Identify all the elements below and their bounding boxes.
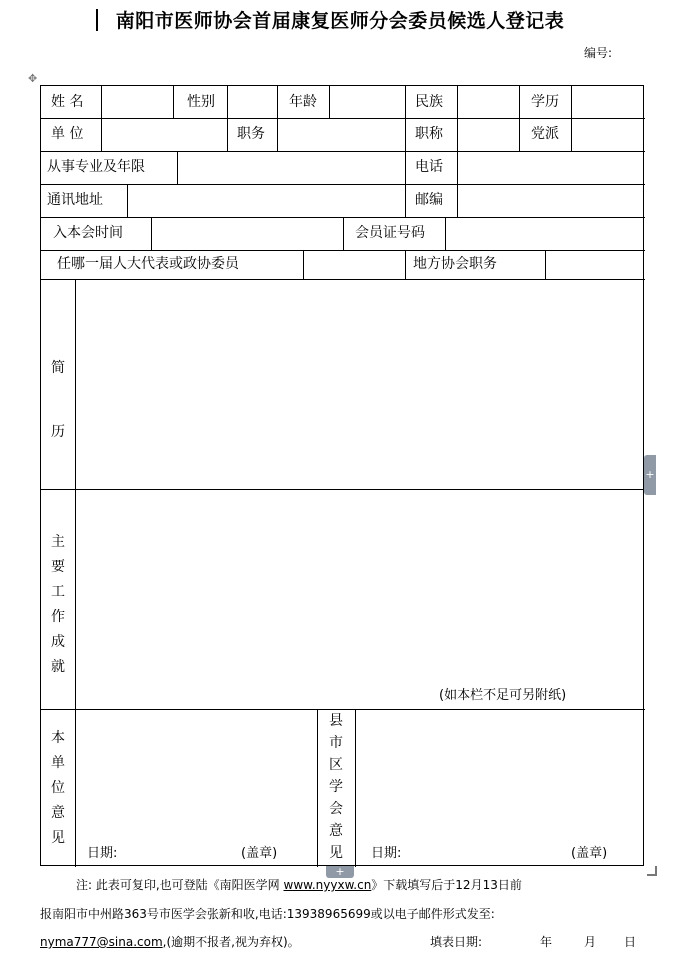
member-number-label: 会员证号码 — [355, 225, 425, 241]
col-divider — [457, 151, 458, 184]
education-field[interactable] — [573, 88, 643, 116]
footer-text: 》下载填写后于12月13日前 — [371, 878, 522, 892]
ethnicity-field[interactable] — [459, 88, 517, 116]
col-divider — [405, 184, 406, 217]
col-divider — [277, 86, 278, 118]
row-divider — [41, 184, 645, 185]
email-link[interactable]: nyma777@sina.com — [40, 935, 163, 949]
unit-seal-label: (盖章) — [241, 846, 278, 861]
achievements-field[interactable] — [77, 491, 643, 707]
col-divider — [329, 86, 330, 118]
fill-day-label: 日 — [624, 935, 637, 949]
add-column-plus-icon[interactable]: + — [644, 455, 656, 495]
footer-text: ,(逾期不报者,视为弃权)。 — [162, 935, 300, 949]
col-divider — [405, 151, 406, 184]
col-divider — [173, 86, 174, 118]
col-divider — [127, 184, 128, 217]
col-divider — [405, 250, 406, 279]
name-label: 姓 名 — [51, 94, 84, 110]
col-divider — [343, 217, 344, 250]
col-divider — [177, 151, 178, 184]
resume-label: 简历 — [51, 360, 65, 440]
col-divider — [355, 709, 356, 867]
phone-label: 电话 — [415, 159, 443, 175]
footer-text: 注: 此表可复印,也可登陆《南阳医学网 — [76, 878, 284, 892]
col-divider — [75, 279, 76, 867]
serial-number-label: 编号: — [584, 46, 613, 60]
col-divider — [405, 118, 406, 151]
row-divider — [41, 118, 645, 119]
row-divider — [41, 151, 645, 152]
resume-field[interactable] — [77, 281, 643, 487]
party-label: 党派 — [531, 126, 559, 142]
col-divider — [317, 709, 318, 867]
gender-label: 性别 — [187, 94, 215, 110]
local-association-role-label: 地方协会职务 — [413, 256, 497, 272]
col-divider — [445, 217, 446, 250]
col-divider — [457, 86, 458, 118]
county-seal-label: (盖章) — [571, 846, 608, 861]
specialty-years-label: 从事专业及年限 — [47, 159, 145, 175]
col-divider — [303, 250, 304, 279]
join-time-label: 入本会时间 — [53, 225, 123, 241]
col-divider — [227, 118, 228, 151]
form-title: 南阳市医师协会首届康复医师分会委员候选人登记表 — [115, 10, 565, 32]
col-divider — [571, 118, 572, 151]
website-link[interactable]: www.nyyxw.cn — [283, 878, 372, 892]
col-divider — [545, 250, 546, 279]
col-divider — [519, 118, 520, 151]
position-label: 职务 — [237, 126, 265, 142]
footer-note-line-2: 报南阳市中州路363号市医学会张新和收,电话:13938965699或以电子邮件形式发至: — [40, 907, 495, 921]
address-label: 通讯地址 — [47, 192, 103, 208]
col-divider — [457, 118, 458, 151]
table-move-handle-icon[interactable]: ✥ — [28, 72, 38, 85]
unit-label: 单 位 — [51, 126, 84, 142]
name-field[interactable] — [103, 88, 171, 116]
col-divider — [277, 118, 278, 151]
add-row-plus-icon[interactable]: + — [326, 866, 354, 878]
county-date-label: 日期: — [371, 846, 402, 861]
unit-opinion-label: 本单位意见 — [51, 730, 65, 846]
row-divider — [41, 279, 645, 280]
registration-table — [40, 85, 644, 866]
county-opinion-label: 县市区学会意见 — [329, 713, 343, 861]
age-field[interactable] — [331, 88, 403, 116]
col-divider — [101, 118, 102, 151]
gender-field[interactable] — [229, 88, 275, 116]
col-divider — [519, 86, 520, 118]
row-divider — [41, 250, 645, 251]
postcode-label: 邮编 — [415, 192, 443, 208]
fill-date-label: 填表日期: — [430, 935, 483, 949]
age-label: 年龄 — [289, 94, 317, 110]
col-divider — [405, 86, 406, 118]
ethnicity-label: 民族 — [415, 94, 443, 110]
npc-cppcc-label: 任哪一届人大代表或政协委员 — [57, 256, 239, 272]
professional-title-label: 职称 — [415, 126, 443, 142]
col-divider — [151, 217, 152, 250]
attach-paper-note: (如本栏不足可另附纸) — [439, 688, 567, 703]
fill-month-label: 月 — [584, 935, 597, 949]
col-divider — [571, 86, 572, 118]
row-divider — [41, 489, 645, 490]
col-divider — [101, 86, 102, 118]
education-label: 学历 — [531, 94, 559, 110]
footer-note-line-3 — [40, 934, 300, 950]
footer-note-line-1 — [76, 877, 522, 893]
text-cursor — [96, 9, 98, 31]
col-divider — [227, 86, 228, 118]
achievements-label: 主要工作成就 — [51, 534, 65, 675]
unit-date-label: 日期: — [87, 846, 118, 861]
fill-year-label: 年 — [540, 935, 553, 949]
table-resize-handle-icon[interactable] — [647, 866, 657, 876]
col-divider — [457, 184, 458, 217]
